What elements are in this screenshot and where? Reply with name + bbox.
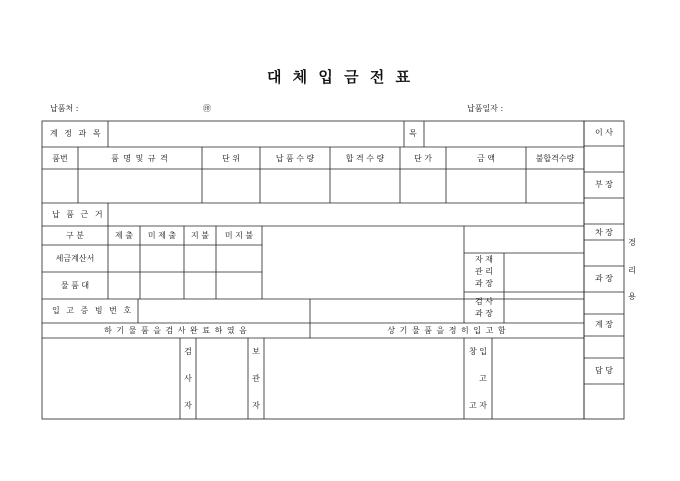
- approval-staff: 담 당: [595, 366, 613, 375]
- approval-group-2: 리: [628, 266, 636, 275]
- col-item-no: 품번: [52, 154, 68, 163]
- inspect-mgr-2: 과 장: [475, 309, 493, 318]
- inspection-statement: 하 기 물 품 을 검 사 완 료 하 였 음: [104, 326, 248, 335]
- col-not-submitted: 미 제 출: [147, 231, 177, 240]
- col-submitted: 제 출: [115, 231, 133, 240]
- approval-team-lead: 계 장: [595, 320, 613, 329]
- material-mgr-3: 과 장: [475, 279, 493, 288]
- storage-statement: 상 기 물 품 을 정 히 입 고 함: [387, 326, 507, 335]
- material-mgr-2: 관 리: [475, 267, 493, 276]
- col-delivered-qty: 납 품 수 량: [275, 154, 315, 163]
- approval-general-mgr: 부 장: [595, 180, 613, 189]
- vendor-label: 납품처 :: [50, 104, 79, 113]
- basis-label: 납 품 근 거: [52, 210, 105, 219]
- row-goods-payment: 물 품 대: [60, 281, 90, 290]
- col-passed-qty: 합 격 수 량: [345, 154, 385, 163]
- division-label: 구 분: [66, 231, 84, 240]
- receipt-no-label: 입 고 증 빙 번 호: [52, 306, 134, 315]
- seal-mark: ㊞: [203, 104, 211, 113]
- warehouse-1: 창 입: [469, 347, 487, 356]
- warehouse-3: 고 자: [469, 401, 487, 410]
- col-amount: 금 액: [477, 154, 495, 163]
- inspector-1: 검: [184, 347, 192, 356]
- delivery-date-label: 납품일자 :: [467, 104, 504, 113]
- col-unit-price: 단 가: [414, 154, 432, 163]
- approval-deputy-mgr: 차 장: [595, 228, 613, 237]
- document-title: 대 체 입 금 전 표: [266, 68, 414, 86]
- warehouse-2: 고: [479, 374, 487, 383]
- account-label: 계 정 과 목: [50, 129, 103, 138]
- col-rejected-qty: 불합격수량: [535, 154, 575, 163]
- approval-section-chief: 과 장: [595, 274, 613, 283]
- inspect-mgr-1: 검 사: [475, 297, 493, 306]
- keeper-3: 자: [252, 401, 260, 410]
- row-tax-invoice: 세금계산서: [55, 254, 95, 263]
- keeper-2: 관: [252, 374, 260, 383]
- col-unit: 단 위: [222, 154, 240, 163]
- keeper-1: 보: [252, 347, 260, 356]
- col-paid: 지 불: [191, 231, 209, 240]
- approval-group-3: 용: [628, 292, 636, 301]
- approval-director: 이 사: [595, 128, 613, 137]
- material-mgr-1: 자 재: [475, 255, 493, 264]
- inspector-2: 사: [184, 374, 192, 383]
- col-item-name: 품 명 및 규 격: [111, 154, 169, 163]
- col-unpaid: 미 지 불: [224, 231, 254, 240]
- approval-group-1: 경: [628, 238, 636, 247]
- inspector-3: 자: [184, 401, 192, 410]
- item-label: 목: [409, 129, 417, 138]
